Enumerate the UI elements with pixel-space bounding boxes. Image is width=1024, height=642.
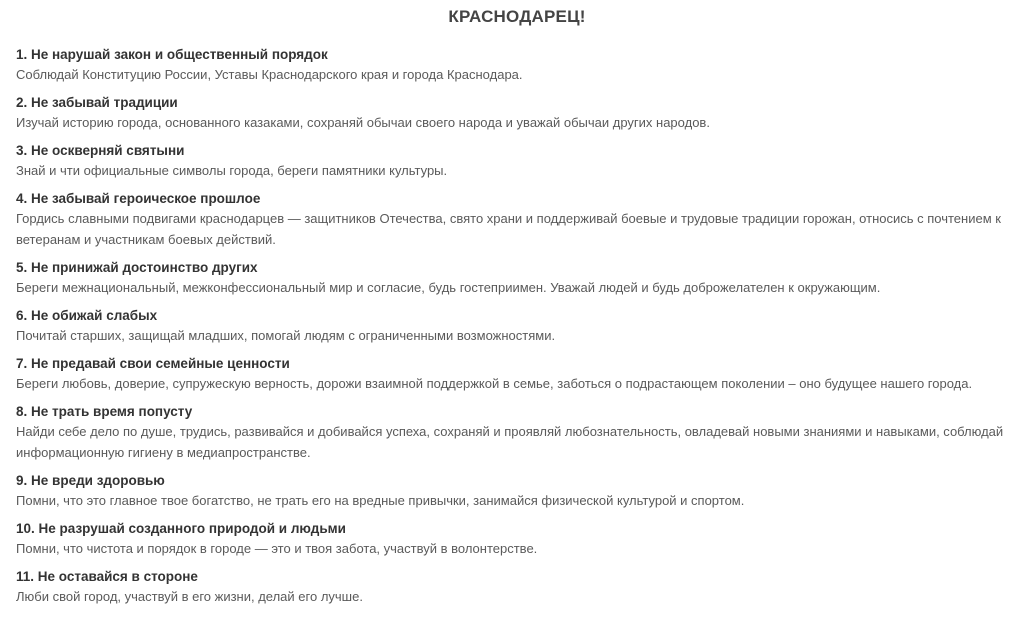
rule-heading: 7. Не предавай свои семейные ценности (16, 356, 290, 371)
rule-text: Береги межнациональный, межконфессиональный мир и согласие, будь гостеприимен. Уважай людей и будь доброжелателен к окружающим. (16, 280, 881, 295)
rule-text: Помни, что это главное твое богатство, не трать его на вредные привычки, занимайся физической культурой и спортом. (16, 493, 745, 508)
rule-heading: 3. Не оскверняй святыни (16, 143, 185, 158)
rule-heading: 8. Не трать время попусту (16, 404, 193, 419)
rule-text: Береги любовь, доверие, супружескую верность, дорожи взаимной поддержкой в семье, заботься о подрастающем поколении – оно будущее нашего города. (16, 376, 973, 391)
rule-text: Найди себе дело по душе, трудись, развивайся и добивайся успеха, сохраняй и проявляй любознательность, овладевай новыми знаниями и навыками, соблюдай информационную гигиену в медиапространстве. (16, 424, 1004, 460)
rule-text: Изучай историю города, основанного казаками, сохраняй обычаи своего народа и уважай обычаи других народов. (16, 115, 710, 130)
rule-text: Почитай старших, защищай младших, помогай людям с ограниченными возможностями. (16, 328, 556, 343)
rule-heading: 6. Не обижай слабых (16, 308, 158, 323)
rule-text: Знай и чти официальные символы города, береги памятники культуры. (16, 163, 448, 178)
rule-item (16, 354, 1018, 394)
rule-text: Соблюдай Конституцию России, Уставы Краснодарского края и города Краснодара. (16, 67, 523, 82)
rule-heading: 1. Не нарушай закон и общественный порядок (16, 47, 328, 62)
rule-text: Люби свой город, участвуй в его жизни, делай его лучше. (16, 589, 363, 604)
rule-heading: 5. Не принижай достоинство других (16, 260, 258, 275)
rule-heading: 11. Не оставайся в стороне (16, 569, 198, 584)
rule-item (16, 519, 1018, 559)
rule-heading: 9. Не вреди здоровью (16, 473, 165, 488)
rule-item (16, 189, 1018, 250)
rule-text: Гордись славными подвигами краснодарцев — защитников Отечества, свято храни и поддерживай боевые и трудовые традиции горожан, относись с почтением к ветеранам и участникам боевых действий. (16, 211, 1001, 247)
rule-item (16, 402, 1018, 463)
rule-item (16, 45, 1018, 85)
rule-item (16, 93, 1018, 133)
rule-heading: 4. Не забывай героическое прошлое (16, 191, 261, 206)
rules-list (16, 45, 1018, 607)
rule-item (16, 567, 1018, 607)
rule-item (16, 141, 1018, 181)
rule-item (16, 471, 1018, 511)
rule-text: Помни, что чистота и порядок в городе — это и твоя забота, участвуй в волонтерстве. (16, 541, 538, 556)
rule-heading: 2. Не забывай традиции (16, 95, 178, 110)
rule-heading: 10. Не разрушай созданного природой и людьми (16, 521, 346, 536)
rule-item (16, 306, 1018, 346)
spacer (16, 36, 1018, 45)
rule-item (16, 258, 1018, 298)
page-title: КРАСНОДАРЕЦ! (448, 7, 586, 26)
